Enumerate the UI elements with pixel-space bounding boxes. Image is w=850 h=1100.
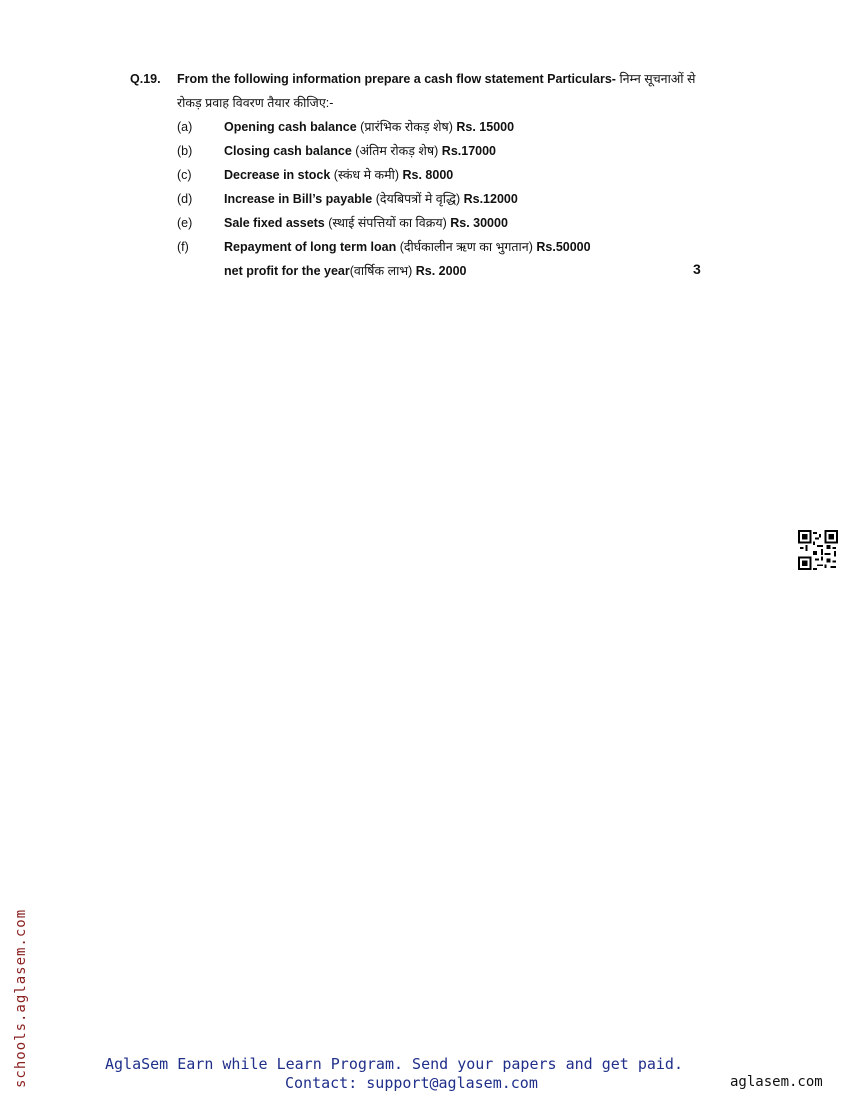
item-hindi: (दीर्घकालीन ऋण का भुगतान) — [399, 240, 533, 254]
item-label: (d) — [177, 192, 193, 206]
item-amount: Rs. 2000 — [412, 264, 467, 278]
side-watermark: schools.aglasem.com — [13, 908, 29, 1088]
item-english: Repayment of long term loan — [224, 240, 400, 254]
question-marks: 3 — [693, 261, 701, 277]
item-label: (f) — [177, 240, 189, 254]
item-amount: Rs.17000 — [438, 144, 497, 158]
item-english: Increase in Bill’s payable — [224, 192, 376, 206]
item-label: (e) — [177, 216, 193, 230]
item-hindi: (प्रारंभिक रोकड़ शेष) — [360, 120, 453, 134]
qr-code-icon — [798, 530, 838, 570]
list-item — [130, 211, 750, 235]
question-heading — [130, 67, 750, 91]
item-hindi: (स्थाई संपत्तियों का विक्रय) — [328, 216, 447, 230]
footer-contact-text: Contact: support@aglasem.com — [285, 1074, 538, 1092]
question-text-english: From the following information prepare a cash flow statement Particulars- — [177, 72, 616, 86]
item-label: (a) — [177, 120, 193, 134]
footer-site-text: aglasem.com — [730, 1074, 823, 1090]
item-label: (b) — [177, 144, 193, 158]
item-english: Decrease in stock — [224, 168, 334, 182]
list-item — [130, 187, 750, 211]
question-text-hindi-continued: रोकड़ प्रवाह विवरण तैयार कीजिए:- — [177, 96, 334, 110]
question-number: Q.19. — [130, 72, 161, 86]
list-item — [130, 259, 750, 283]
item-amount: Rs. 8000 — [399, 168, 454, 182]
list-item — [130, 139, 750, 163]
particulars-list — [130, 115, 750, 283]
item-amount: Rs. 15000 — [452, 120, 515, 134]
item-hindi: (स्कंध मे कमी) — [333, 168, 400, 182]
item-english: Closing cash balance — [224, 144, 356, 158]
question-text-hindi: निम्न सूचनाओं से — [615, 72, 696, 86]
list-item — [130, 163, 750, 187]
list-item — [130, 115, 750, 139]
item-label — [130, 259, 224, 283]
item-english: Sale fixed assets — [224, 216, 329, 230]
question-block — [130, 67, 750, 283]
item-amount: Rs.12000 — [460, 192, 518, 206]
item-amount: Rs. 30000 — [446, 216, 508, 230]
item-english: net profit for the year — [224, 264, 350, 278]
item-label: (c) — [177, 168, 192, 182]
footer-program-text: AglaSem Earn while Learn Program. Send your papers and get paid. — [105, 1055, 683, 1073]
item-english: Opening cash balance — [224, 120, 361, 134]
item-hindi: (देयबिपत्रों मे वृद्धि) — [375, 192, 461, 206]
item-hindi: (वार्षिक लाभ) — [349, 264, 413, 278]
item-amount: Rs.50000 — [532, 240, 591, 254]
list-item — [130, 235, 750, 259]
item-hindi: (अंतिम रोकड़ शेष) — [355, 144, 439, 158]
